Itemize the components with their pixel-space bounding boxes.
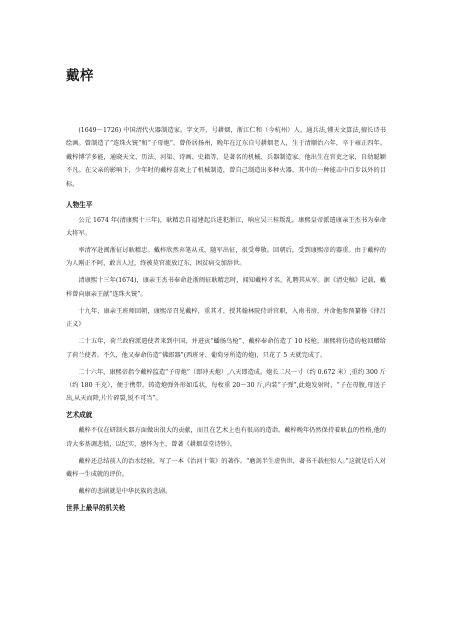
- page-title: 戴梓: [66, 68, 94, 84]
- section-heading-biography: 人物生平: [66, 200, 93, 209]
- section-heading-art: 艺术成就: [66, 411, 93, 420]
- art-paragraph: 戴梓不仅在研制火器方面做出很大的贡献，而且在艺术上也有很高的造诣。戴梓晚年仍然保持着耿直的性格,他的诗大多基调悲愤，以纪实、感怀为主，曾著《耕烟草堂诗钞》。: [66, 427, 386, 448]
- section-heading-machine-gun: 世界上最早的机关枪: [66, 504, 126, 513]
- biography-paragraph: 二十六年，康熙帝指令戴梓监造“子母炮”（即冲天炮）,八天即造成。炮长二尺一寸（约 0.672 米）,重约 300 斤（约 180 千克），便于携带。铸造炮弹外形如瓜状，每枚重 20～30 斤,内装“子弹”,此炮发射时，“子在母腹,母送子出,从天而降,片片碎裂,锐不可当”。: [66, 368, 386, 403]
- biography-paragraph: 率清军赴闽浙征讨耿精忠。戴梓欣然弃笔从戎，随军出征，很受尊敬。回朝后，受到康熙帝的器重。由于戴梓的为人刚正不阿，敢言人过，终被莫官流放辽东，困贫病交加辞世。: [66, 247, 386, 268]
- biography-paragraph: 二十五年，荷兰政府派遣使者来到中国，并进贡“蟠肠鸟枪”，戴梓奉命仿造了 10 枝枪，康熙将仿造的枪回赠给了荷兰使者。不久，他又奉命仿造“佛郎器”(西班牙、葡萄牙所造的炮)，只花了 5 天就完成了。: [66, 338, 386, 359]
- document-body: [66, 124, 386, 517]
- art-paragraph: 戴梓还总结前人的治水经验，写了一本《治河十策》的著作。“磨剑半生虚售世，著书千载枉惊人。”这就是后人对戴梓一生成就的评价。: [66, 457, 386, 479]
- biography-paragraph: 公元 1674 年(清康熙十三年)，耿精忠自福建起兵进犯浙江，响应吴三桂叛乱。康熙皇帝派遣康亲王杰书为奉命大将军。: [66, 216, 386, 238]
- biography-paragraph: 十九年，康亲王班师回朝，康熙帝召见戴梓，重其才，授其翰林院侍讲官职，入南书房，并命他参预纂修《律吕正义》: [66, 307, 386, 329]
- biography-paragraph: 清康熙十三年(1674)，康亲王杰书奉命赴浙闽征耿精忠时，闻知戴梓才名，礼聘其从军。据《清史稿》记载，戴梓曾向康亲王献“连珠火铳”。: [66, 277, 386, 298]
- intro-paragraph: (1649～1726) 中国清代火器制造家。字文开，号耕烟，浙江仁和（今杭州）人。通兵法,懂天文算法,擅长诗书绘画。曾制造了“连珠火铳”和“子母炮”。曾侨居扬州，晚年在辽东自号耕烟老人，生于清顺治六年，卒于雍正四年。戴梓博学多能，通晓天文、历法、河渠、诗画、史籍等，是著名的机械、兵器制造家。他出生在官吏之家，自幼聪颖不凡。在父亲的影响下，少年时的戴梓喜欢上了机械制造，曾自己制造出多种火器，其中的一种能击中百步以外的目标。: [66, 127, 386, 188]
- art-paragraph: 戴梓的悲剧就是中华民族的悲剧。: [78, 488, 172, 496]
